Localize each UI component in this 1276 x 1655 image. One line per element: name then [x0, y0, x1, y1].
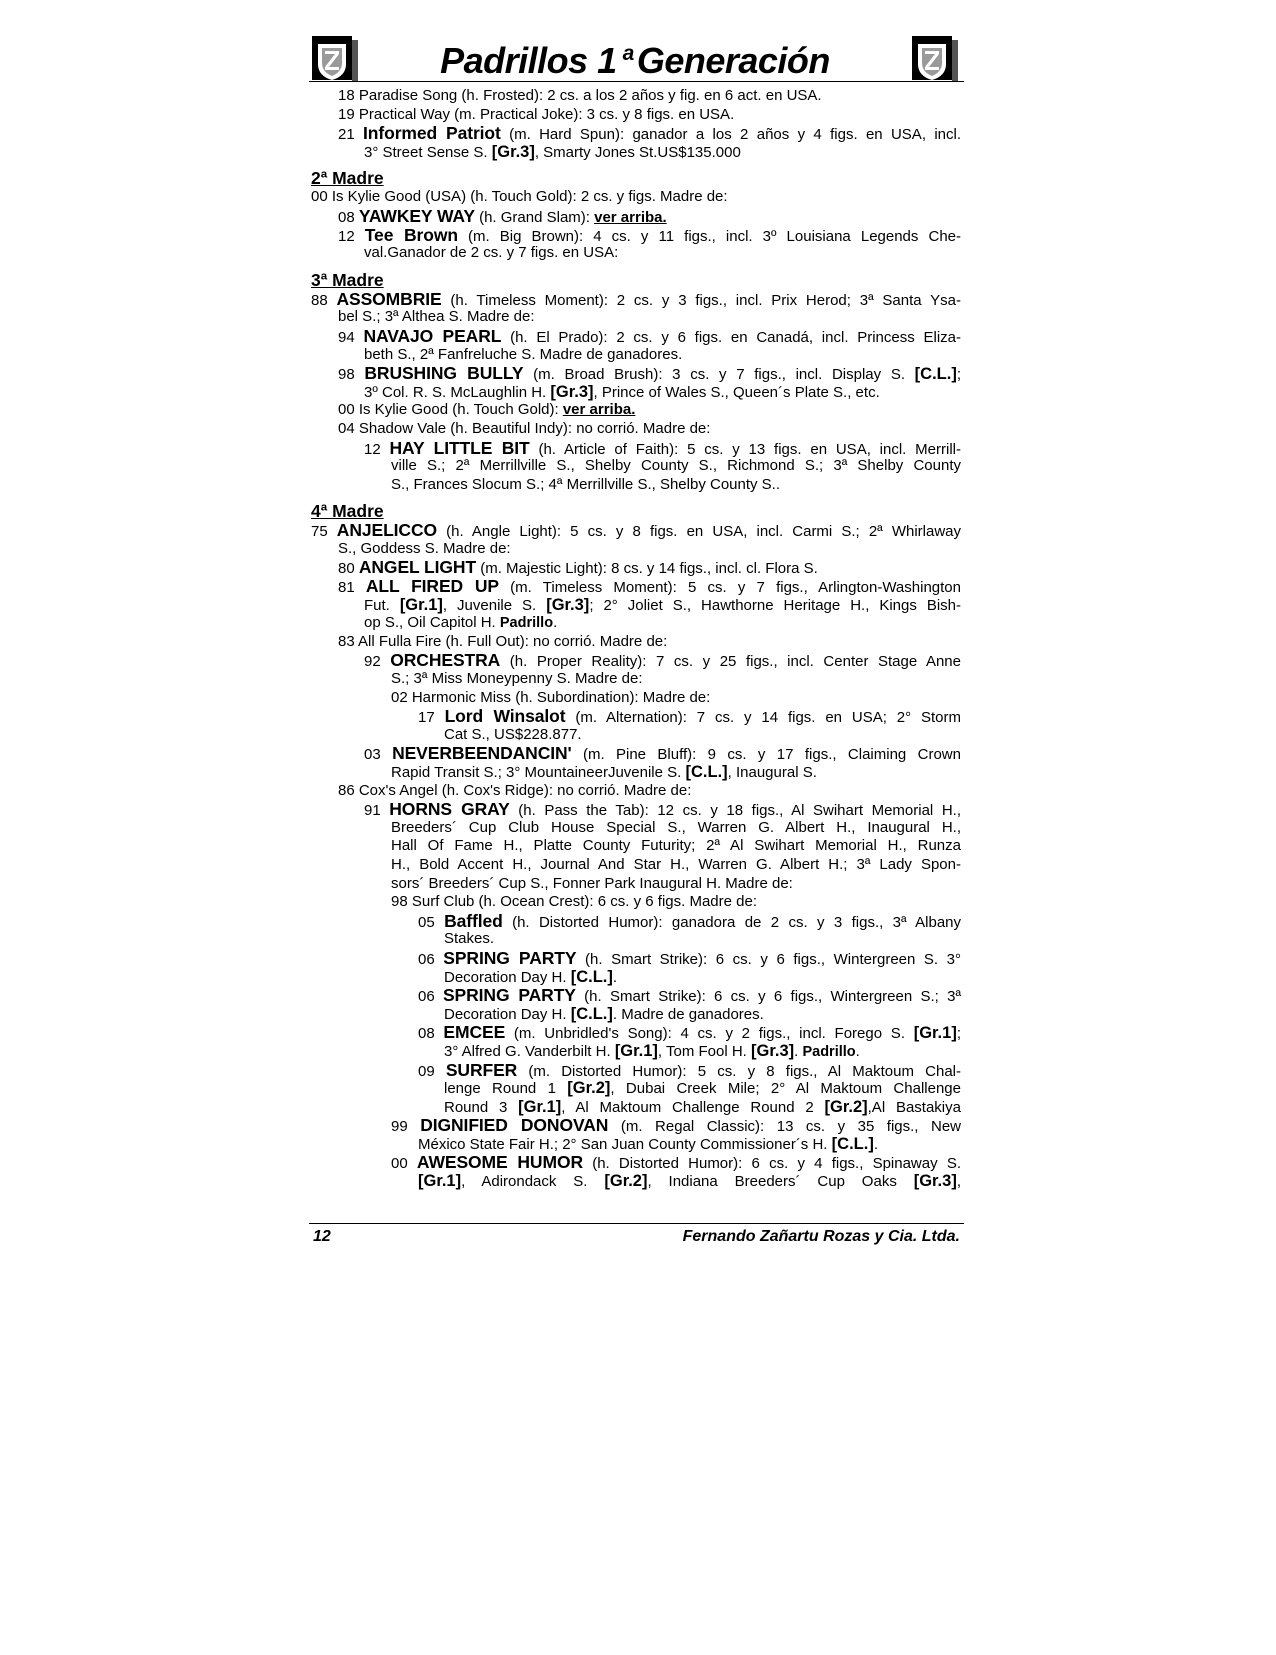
text-run: ;	[956, 366, 961, 384]
text-line	[311, 949, 961, 968]
text-run: ; 2° Joliet S., Hawthorne Heritage H., Kings Bish-	[589, 596, 961, 614]
text-run: 03	[364, 746, 393, 764]
horse-name: Tee Brown	[364, 224, 458, 245]
text-run: S.; 3ª Miss Moneypenny S. Madre de:	[391, 670, 643, 688]
footer-divider	[309, 1223, 964, 1224]
text-run: (m. Majestic Light): 8 cs. y 14 figs., incl. cl. Flora S.	[476, 560, 818, 578]
text-run: (m. Alternation): 7 cs. y 14 figs. en USA; 2° Storm	[565, 709, 961, 727]
text-line	[311, 1079, 961, 1098]
text-line	[311, 106, 961, 125]
text-line	[311, 401, 961, 420]
text-run: 00 Is Kylie Good (USA) (h. Touch Gold): 2 cs. y figs. Madre de:	[311, 188, 728, 206]
text-line	[311, 1098, 961, 1117]
text-line	[311, 670, 961, 689]
text-run: lenge Round 1	[444, 1080, 568, 1098]
grade-badge: [Gr.1]	[614, 1041, 658, 1060]
horse-name: Lord Winsalot	[444, 706, 566, 727]
text-run: Fut.	[364, 596, 400, 614]
text-line	[311, 875, 961, 894]
text-line	[311, 244, 961, 263]
text-line	[311, 893, 961, 912]
text-line	[311, 1042, 961, 1061]
horse-name: EMCEE	[443, 1022, 506, 1043]
horse-name: SPRING PARTY	[442, 985, 576, 1006]
text-line	[311, 420, 961, 439]
text-line	[311, 726, 961, 745]
text-line	[311, 558, 961, 577]
text-line	[311, 124, 961, 143]
text-run: 92	[364, 653, 391, 671]
horse-name: ANGEL LIGHT	[358, 557, 477, 578]
page-title: Padrillos 1 $^a$Generación	[440, 40, 830, 81]
text-line	[311, 457, 961, 476]
sire-label: Padrillo	[499, 615, 554, 632]
text-line	[311, 930, 961, 949]
text-run: 4ª Madre	[311, 501, 384, 522]
text-line	[311, 577, 961, 596]
grade-badge: [C.L.]	[570, 1004, 613, 1023]
grade-badge: [Gr.1]	[518, 1097, 562, 1116]
text-run: 12	[338, 227, 365, 245]
text-line	[311, 1153, 961, 1172]
text-run: 08	[338, 208, 359, 226]
horse-name: Baffled	[444, 910, 503, 931]
text-run: 2ª Madre	[311, 168, 384, 189]
text-line	[311, 968, 961, 987]
text-line	[311, 143, 961, 162]
text-line	[311, 1061, 961, 1080]
text-run: 3ª Madre	[311, 269, 384, 290]
text-line	[311, 308, 961, 327]
text-line	[311, 290, 961, 309]
text-run: bel S.; 3ª Althea S. Madre de:	[338, 308, 535, 326]
text-run: (h. Article of Faith): 5 cs. y 13 figs. en USA, incl. Merrill-	[529, 440, 961, 458]
horse-name: SURFER	[445, 1059, 518, 1080]
text-run: 09	[418, 1062, 446, 1080]
grade-badge: [Gr.3]	[546, 595, 590, 614]
text-run: 98	[338, 366, 365, 384]
horse-name: ASSOMBRIE	[336, 288, 442, 309]
text-run: (m. Timeless Moment): 5 cs. y 7 figs., Arlington-Washington	[498, 579, 961, 597]
text-line	[311, 614, 961, 633]
text-run: Hall Of Fame H., Platte County Futurity; 2ª Al Swihart Memorial H., Runza	[391, 837, 961, 855]
text-run: (m. Regal Classic): 13 cs. y 35 figs., New	[608, 1118, 961, 1136]
text-run: ;	[956, 1025, 961, 1043]
text-run: sors´ Breeders´ Cup S., Fonner Park Inaugural H. Madre de:	[391, 874, 793, 892]
text-run: .	[873, 1135, 878, 1153]
text-run: H., Bold Accent H., Journal And Star H., Warren G. Albert H.; 3ª Lady Spon-	[391, 855, 961, 873]
text-line	[311, 782, 961, 801]
text-run: (h. Pass the Tab): 12 cs. y 18 figs., Al Swihart Memorial H.,	[509, 802, 961, 820]
text-run: , Prince of Wales S., Queen´s Plate S., etc.	[593, 383, 880, 401]
logo-icon	[910, 34, 960, 84]
text-run: (h. Angle Light): 5 cs. y 8 figs. en USA, incl. Carmi S.; 2ª Whirlaway	[437, 523, 961, 541]
text-run: 02 Harmonic Miss (h. Subordination): Madre de:	[391, 688, 711, 706]
text-run: (m. Distorted Humor): 5 cs. y 8 figs., Al Maktoum Chal-	[517, 1062, 961, 1080]
reference-link: ver arriba.	[594, 208, 667, 226]
text-run: (h. El Prado): 2 cs. y 6 figs. en Canadá, incl. Princess Eliza-	[501, 328, 961, 346]
text-line	[311, 207, 961, 226]
horse-name: DIGNIFIED DONOVAN	[420, 1115, 609, 1136]
text-line	[311, 633, 961, 652]
text-run: 06	[418, 988, 443, 1006]
grade-badge: [Gr.1]	[418, 1172, 462, 1191]
text-line	[311, 1005, 961, 1024]
text-run: (h. Distorted Humor): 6 cs. y 4 figs., Spinaway S.	[583, 1155, 961, 1173]
text-run: Breeders´ Cup Club House Special S., Warren G. Albert H., Inaugural H.,	[391, 818, 961, 836]
text-line	[311, 1135, 961, 1154]
text-line	[311, 744, 961, 763]
text-run: (m. Hard Spun): ganador a los 2 años y 4 figs. en USA, incl.	[500, 126, 961, 144]
text-run: Decoration Day H.	[444, 968, 571, 986]
header-divider	[309, 81, 964, 82]
sire-label: Padrillo	[802, 1043, 856, 1060]
text-run: México State Fair H.; 2° San Juan County Commissioner´s H.	[418, 1135, 832, 1153]
text-run: 00 Is Kylie Good (h. Touch Gold):	[338, 401, 563, 419]
text-run: 06	[418, 950, 444, 968]
text-run: (h. Distorted Humor): ganadora de 2 cs. y 3 figs., 3ª Albany	[502, 913, 961, 931]
text-line	[311, 383, 961, 402]
grade-badge: [C.L.]	[831, 1134, 874, 1153]
text-line	[311, 188, 961, 207]
text-run: 99	[391, 1118, 421, 1136]
text-run: , Juvenile S.	[442, 596, 547, 614]
page-number: 12	[313, 1228, 331, 1245]
text-line	[311, 689, 961, 708]
pedigree-text	[311, 87, 961, 1191]
text-run: , Adirondack S.	[461, 1173, 605, 1191]
text-run: ,	[956, 1173, 961, 1191]
text-run: 05	[418, 913, 445, 931]
grade-badge: [Gr.2]	[824, 1097, 868, 1116]
text-run: val.Ganador de 2 cs. y 7 figs. en USA:	[364, 244, 619, 262]
grade-badge: [C.L.]	[685, 763, 728, 781]
text-run: 80	[338, 560, 359, 578]
text-run: (m. Unbridled's Song): 4 cs. y 2 figs., incl. Forego S.	[505, 1025, 914, 1043]
text-run: 12	[364, 440, 390, 458]
text-line	[311, 327, 961, 346]
text-run: 91	[364, 802, 390, 820]
text-line	[311, 540, 961, 559]
text-run: 21	[338, 126, 364, 144]
grade-badge: [Gr.3]	[550, 382, 594, 401]
horse-name: ALL FIRED UP	[365, 576, 499, 597]
text-run: . Madre de ganadores.	[612, 1005, 764, 1023]
text-run: 04 Shadow Vale (h. Beautiful Indy): no corrió. Madre de:	[338, 419, 711, 437]
text-line	[311, 837, 961, 856]
text-run: 75	[311, 523, 337, 541]
text-line	[311, 986, 961, 1005]
text-run: , Tom Fool H.	[657, 1042, 752, 1060]
text-run: 94	[338, 328, 364, 346]
grade-badge: [Gr.2]	[604, 1172, 648, 1191]
text-line	[311, 346, 961, 365]
text-line	[311, 364, 961, 383]
text-line	[311, 800, 961, 819]
section-heading	[311, 501, 961, 521]
text-run: 17	[418, 709, 445, 727]
text-run: (h. Smart Strike): 6 cs. y 6 figs., Wintergreen S. 3°	[576, 950, 961, 968]
text-run: (m. Big Brown): 4 cs. y 11 figs., incl. 3º Louisiana Legends Che-	[457, 227, 961, 245]
text-run: (h. Proper Reality): 7 cs. y 25 figs., incl. Center Stage Anne	[500, 653, 961, 671]
horse-name: NEVERBEENDANCIN'	[392, 743, 572, 764]
logo-icon	[310, 34, 360, 84]
text-run: (m. Pine Bluff): 9 cs. y 17 figs., Claiming Crown	[571, 746, 961, 764]
horse-name: ANJELICCO	[336, 520, 438, 541]
text-run: 88	[311, 291, 337, 309]
text-line	[311, 1116, 961, 1135]
text-run: S., Goddess S. Madre de:	[338, 539, 511, 557]
text-line	[311, 1172, 961, 1191]
text-run: 83 All Fulla Fire (h. Full Out): no corrió. Madre de:	[338, 632, 668, 650]
text-run: Rapid Transit S.; 3° MountaineerJuvenile S.	[391, 764, 686, 781]
horse-name: Informed Patriot	[363, 123, 501, 144]
horse-name: YAWKEY WAY	[358, 205, 475, 226]
text-line	[311, 1023, 961, 1042]
grade-badge: [C.L.]	[570, 967, 613, 986]
grade-badge: [C.L.]	[914, 365, 957, 384]
text-run: 81	[338, 579, 366, 597]
text-run: 3º Col. R. S. McLaughlin H.	[364, 383, 551, 401]
text-run: 86 Cox's Angel (h. Cox's Ridge): no corrió. Madre de:	[338, 781, 692, 799]
text-line	[311, 521, 961, 540]
text-run: Cat S., US$228.877.	[444, 725, 582, 743]
grade-badge: [Gr.3]	[491, 142, 535, 161]
text-run: , Al Maktoum Challenge Round 2	[561, 1098, 825, 1116]
text-run: (h. Grand Slam):	[474, 208, 595, 226]
text-run: , Dubai Creek Mile; 2° Al Maktoum Challenge	[610, 1080, 961, 1098]
grade-badge: [Gr.2]	[567, 1079, 611, 1098]
grade-badge: [Gr.3]	[913, 1172, 957, 1191]
text-run: .	[855, 1042, 860, 1060]
text-run: 19 Practical Way (m. Practical Joke): 3 cs. y 8 figs. en USA.	[338, 105, 735, 123]
text-run: Stakes.	[444, 930, 495, 948]
horse-name: AWESOME HUMOR	[416, 1152, 583, 1173]
text-line	[311, 819, 961, 838]
horse-name: HORNS GRAY	[389, 799, 510, 820]
text-run: (m. Broad Brush): 3 cs. y 7 figs., incl. Display S.	[523, 366, 915, 384]
text-run: (h. Smart Strike): 6 cs. y 6 figs., Wintergreen S.; 3ª	[575, 988, 961, 1006]
text-run: , Indiana Breeders´ Cup Oaks	[647, 1173, 914, 1191]
section-heading	[311, 270, 961, 290]
grade-badge: [Gr.1]	[913, 1024, 957, 1043]
section-heading	[311, 168, 961, 188]
horse-name: ORCHESTRA	[390, 650, 501, 671]
horse-name: NAVAJO PEARL	[363, 325, 502, 346]
publisher-name: Fernando Zañartu Rozas y Cia. Ltda.	[682, 1228, 960, 1245]
horse-name: HAY LITTLE BIT	[389, 437, 530, 458]
text-run: (h. Timeless Moment): 2 cs. y 3 figs., incl. Prix Herod; 3ª Santa Ysa-	[441, 291, 961, 309]
text-line	[311, 596, 961, 615]
text-run: 3° Street Sense S.	[364, 143, 492, 161]
text-run: S., Frances Slocum S.; 4ª Merrillville S., Shelby County S..	[391, 475, 781, 493]
text-line	[311, 476, 961, 495]
text-line	[311, 439, 961, 458]
text-line	[311, 856, 961, 875]
text-line	[311, 651, 961, 670]
horse-name: BRUSHING BULLY	[364, 363, 524, 384]
text-line	[311, 707, 961, 726]
grade-badge: [Gr.3]	[751, 1041, 795, 1060]
text-line	[311, 226, 961, 245]
text-run: 98 Surf Club (h. Ocean Crest): 6 cs. y 6 figs. Madre de:	[391, 893, 757, 911]
text-run: beth S., 2ª Fanfreluche S. Madre de ganadores.	[364, 345, 683, 363]
text-run: 08	[418, 1025, 444, 1043]
text-run: Round 3	[444, 1098, 519, 1116]
text-run: 00	[391, 1155, 417, 1173]
grade-badge: [Gr.1]	[399, 595, 443, 614]
reference-link: ver arriba.	[562, 401, 636, 419]
text-line	[311, 87, 961, 106]
text-run: ville S.; 2ª Merrillville S., Shelby County S., Richmond S.; 3ª Shelby County	[391, 457, 961, 475]
text-run: .	[612, 968, 618, 986]
text-run: .	[794, 1042, 803, 1060]
text-run: 18 Paradise Song (h. Frosted): 2 cs. a los 2 años y fig. en 6 act. en USA.	[338, 87, 822, 104]
text-run: op S., Oil Capitol H.	[364, 614, 500, 632]
text-run: 3° Alfred G. Vanderbilt H.	[444, 1042, 615, 1060]
text-run: ,Al Bastakiya	[867, 1098, 961, 1116]
text-run: , Smarty Jones St.US$135.000	[534, 143, 741, 161]
text-line	[311, 912, 961, 931]
text-run: , Inaugural S.	[727, 764, 817, 781]
text-run: .	[553, 614, 558, 632]
horse-name: SPRING PARTY	[443, 947, 577, 968]
text-line	[311, 763, 961, 782]
text-run: Decoration Day H.	[444, 1005, 571, 1023]
